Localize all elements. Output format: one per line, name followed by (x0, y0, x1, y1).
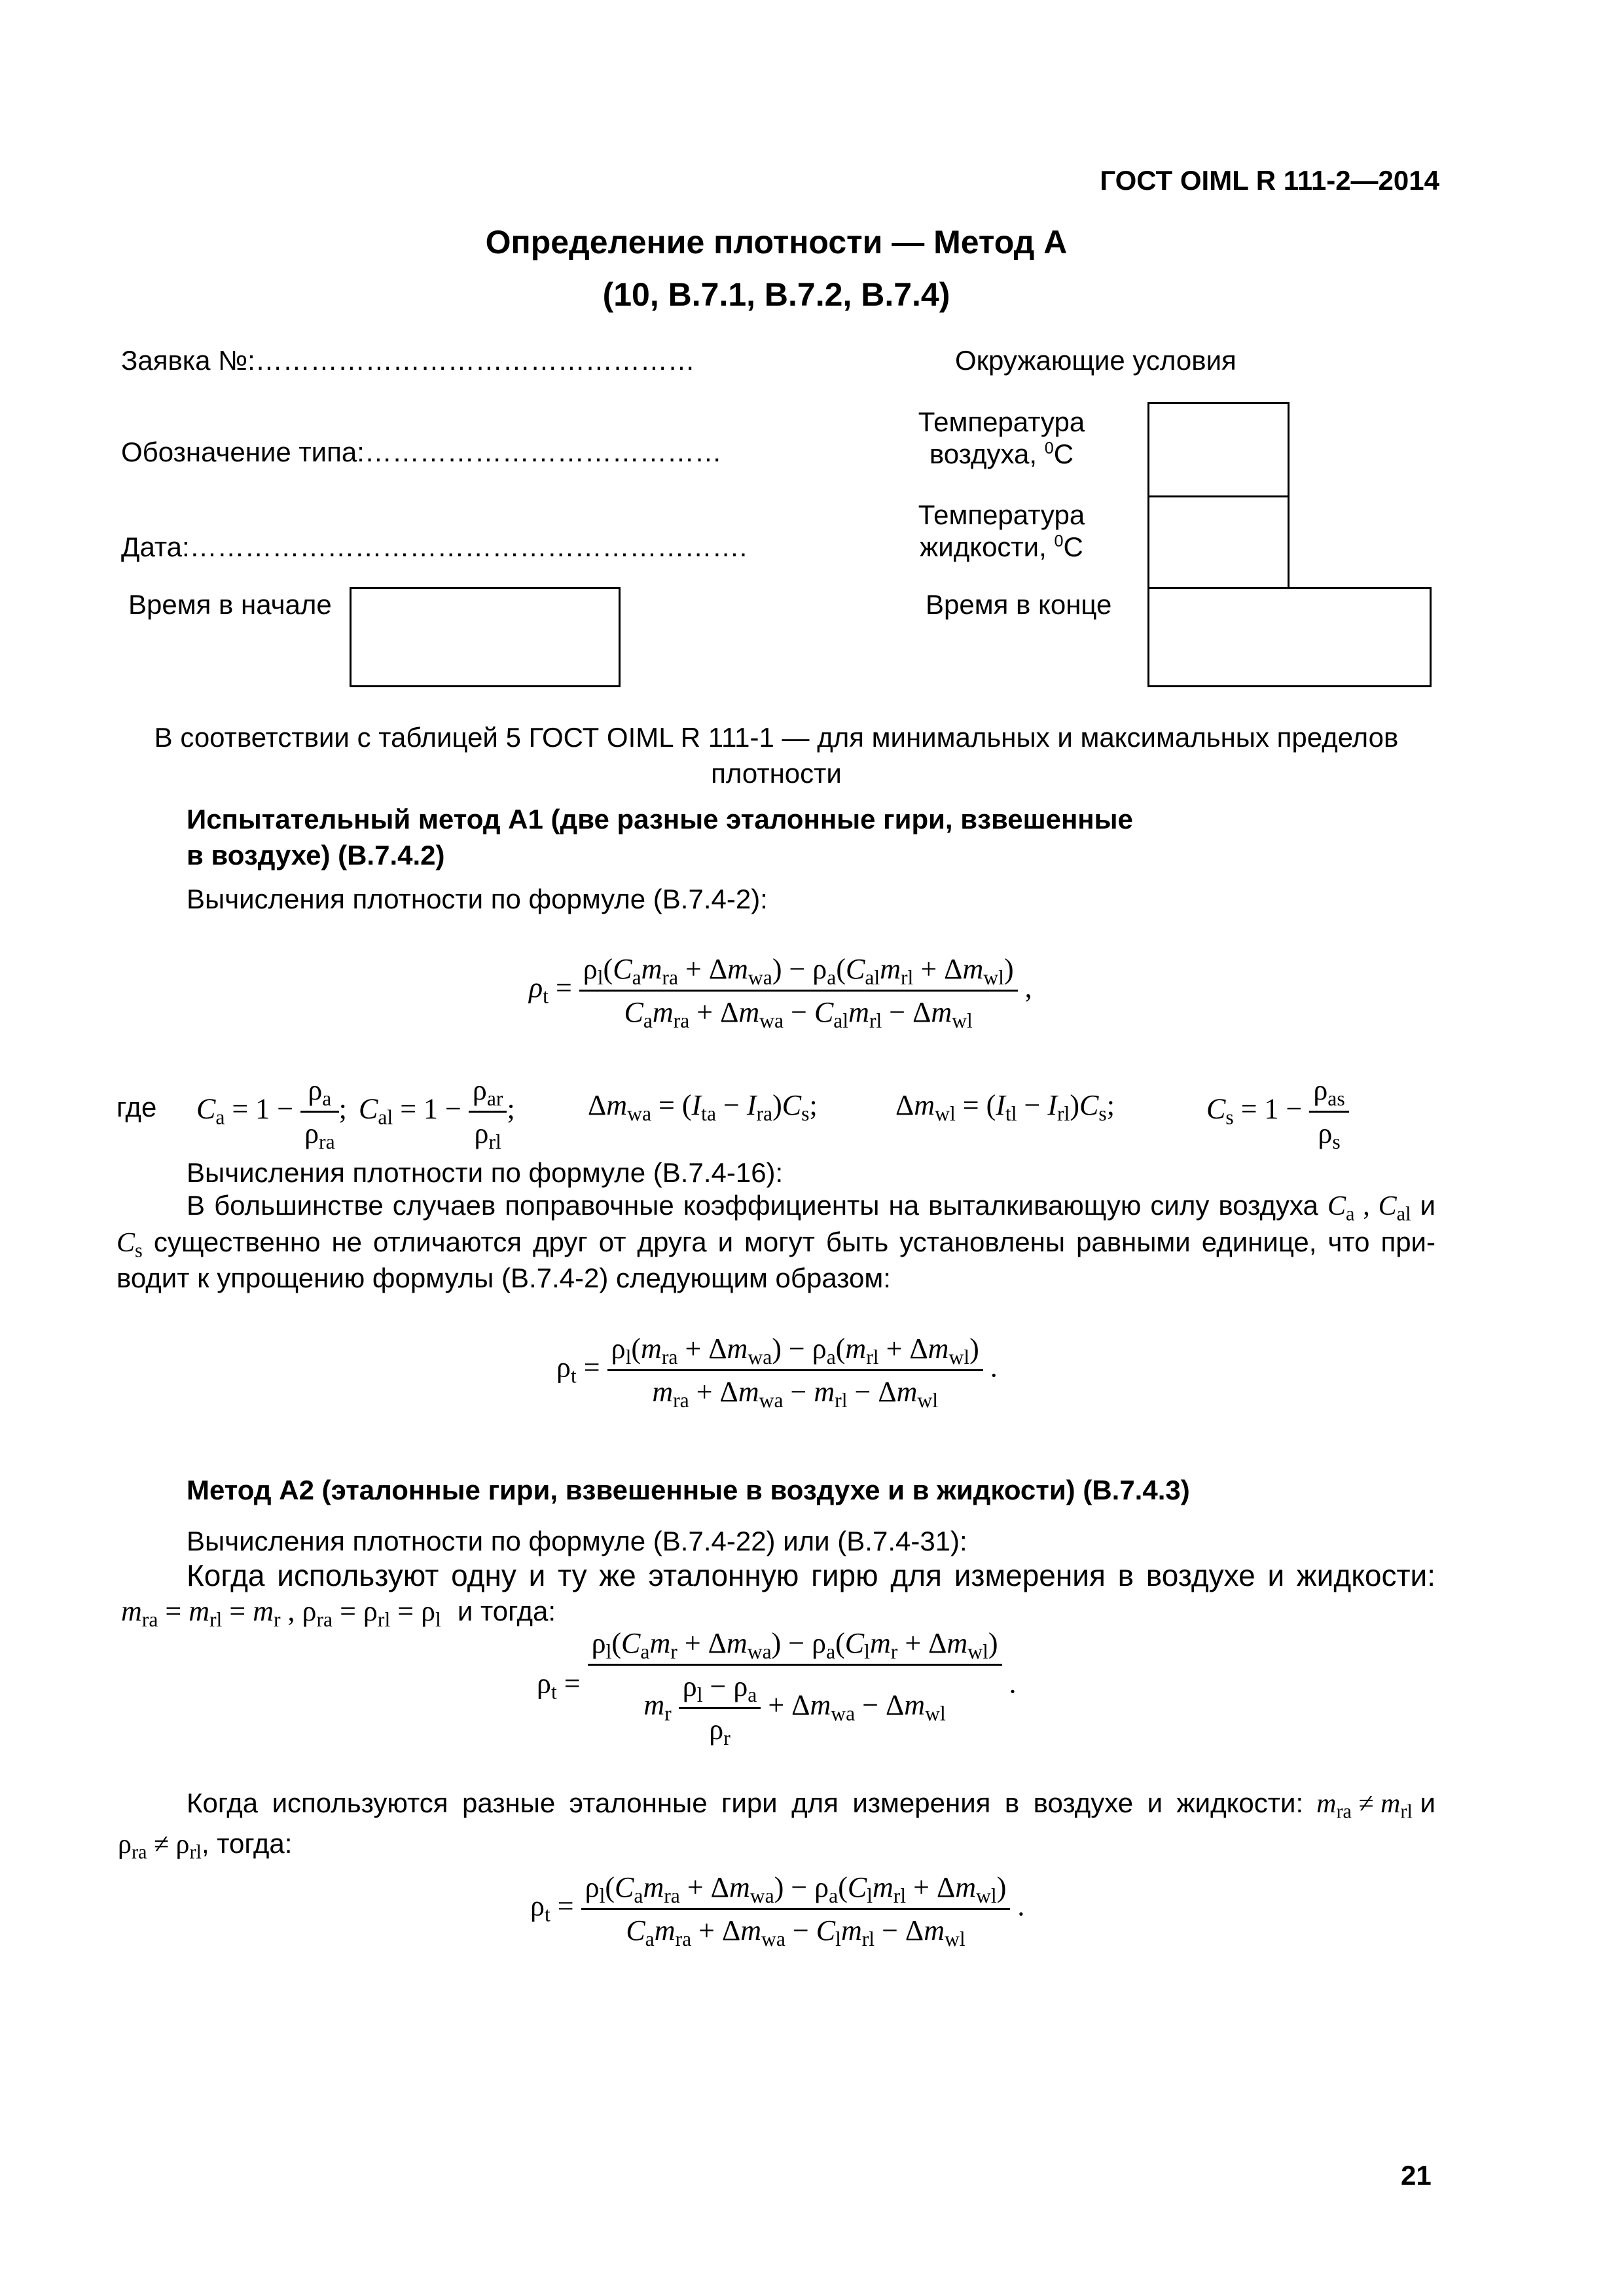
liquid-temperature-box (1147, 495, 1290, 589)
celsius-unit: C (1053, 438, 1074, 469)
table-reference-line1: В соответствии с таблицей 5 ГОСТ OIML R 111-1 — для минимальных и максимальных пределов (154, 722, 1399, 753)
page-subtitle: (10, B.7.1, B.7.2, B.7.4) (602, 276, 950, 313)
liquid-temperature-text: жидкости, (920, 531, 1055, 562)
time-start-box (350, 587, 621, 687)
air-temperature-line1: Температура (918, 406, 1085, 437)
table-reference (0, 720, 1553, 791)
para1-line2: $C_s$ существенно не отличаются друг от друга и могут быть установлены равными единице, что при- (117, 1226, 1435, 1262)
buoyancy-paragraph (117, 1188, 1435, 1297)
diff-weight-line1: Когда используются разные эталонные гири для измерения в воздухе и жидкости: $m_{ra} \ne m_{rl}$ и (187, 1787, 1435, 1823)
table-reference-line2: плотности (711, 757, 842, 789)
degree-mark: 0 (1044, 439, 1054, 457)
calc-formula-ref-2: Вычисления плотности по формуле (B.7.4-16): (187, 1157, 784, 1188)
delta-mwa: $\Delta m_{wa} = (I_{ta} - I_{ra})C_s$; (588, 1089, 818, 1125)
same-weight-condition: $m_{ra} = m_{rl} = m_r$ , $\rho_{ra} = \rho_{rl} = \rho_l$ и тогда: (121, 1595, 556, 1631)
formula-b742: $\rho_t$ = $\frac{\rho_l(C_am_{ra} + \Delta m_{wa}) - \rho_a(C_{al}m_{rl} + \Delta m_{wl})}{C_am_{ra} + \Delta m_{wa} - C_{al}m_{rl} - \Delta m_{wl}}$ , (529, 953, 1032, 1032)
standard-header: ГОСТ OIML R 111-2—2014 (1100, 165, 1439, 196)
page-title: Определение плотности — Метод A (485, 224, 1068, 260)
method-a1-heading (187, 802, 1133, 873)
ambient-conditions-label: Окружающие условия (955, 345, 1236, 376)
air-temperature-line2 (903, 439, 1100, 471)
page-number: 21 (1401, 2160, 1432, 2191)
calc-formula-ref-3: Вычисления плотности по формуле (B.7.4-22) или (B.7.4-31): (187, 1526, 967, 1556)
method-a1-line1: Испытательный метод A1 (две разные эталонные гири, взвешенные (187, 804, 1133, 834)
same-weight-line1: Когда используют одну и ту же эталонную гирю для измерения в воздухе и жидкости: (187, 1558, 1435, 1592)
diff-weight-condition: $\rho_{ra} \ne \rho_{rl}$, тогда: (118, 1828, 293, 1863)
method-a1-line2: в воздухе) (B.7.4.2) (187, 839, 445, 870)
liquid-temperature-label (903, 499, 1100, 563)
formula-b7422: $\rho_t$ = $\rho_l(C_am_r + \Delta m_{wa}) - \rho_a(C_lm_r + \Delta m_{wl})$ $m_r$ $\frac{\rho_l - \rho_a}{\rho_r}$ + $\Delta m_{wa} - \Delta m_{wl}$ . (537, 1627, 1017, 1749)
liquid-temperature-line1: Температура (918, 499, 1085, 530)
air-temperature-box (1147, 402, 1290, 497)
para1-line3: водит к упрощению формулы (B.7.4-2) следующим образом: (117, 1263, 891, 1294)
formula-b7416: $\rho_t$ = $\frac{\rho_l(m_{ra} + \Delta m_{wa}) - \rho_a(m_{rl} + \Delta m_{wl})}{m_{ra} + \Delta m_{wa} - m_{rl} - \Delta m_{wl}}$ . (556, 1333, 998, 1412)
calc-formula-ref-1: Вычисления плотности по формуле (B.7.4-2): (187, 884, 768, 914)
delta-mwl: $\Delta m_{wl} = (I_{tl} - I_{rl})C_s$; (895, 1089, 1115, 1125)
air-temperature-label (903, 406, 1100, 470)
time-start-label: Время в начале (128, 589, 332, 620)
para1-line1: В большинстве случаев поправочные коэффициенты на выталкивающую силу воздуха $C_a$ , $C_{al}$ и (187, 1190, 1436, 1225)
liquid-temperature-line2 (903, 531, 1100, 564)
formula-b7431: $\rho_t$ = $\frac{\rho_l(C_am_{ra} + \Delta m_{wa}) - \rho_a(C_lm_{rl} + \Delta m_{wl})}{C_am_{ra} + \Delta m_{wa} - C_lm_{rl} - \Delta m_{wl}}$ . (530, 1871, 1025, 1950)
where-label: где (117, 1092, 157, 1122)
time-end-box (1147, 587, 1432, 687)
degree-mark: 0 (1054, 531, 1064, 550)
method-a2-heading: Метод A2 (эталонные гири, взвешенные в воздухе и в жидкости) (B.7.4.3) (187, 1475, 1190, 1505)
celsius-unit: C (1063, 531, 1083, 562)
coefficient-cal: $C_{al} = 1$ − $\frac{\rho_{ar}}{\rho_{rl}}$ ; (359, 1074, 515, 1153)
air-temperature-text: воздуха, (929, 438, 1045, 469)
application-number-field: Заявка №:………………………………………… (121, 345, 695, 376)
coefficient-cs: $C_s = 1$ − $\frac{\rho_{as}}{\rho_s}$ (1206, 1073, 1349, 1150)
time-end-label: Время в конце (926, 589, 1112, 620)
coefficient-ca: $C_a = 1$ − $\frac{\rho_a}{\rho_{ra}}$ ; (196, 1074, 347, 1153)
date-field: Дата:……………………………………………………. (121, 531, 748, 562)
type-designation-field: Обозначение типа:………………………………… (121, 437, 722, 467)
